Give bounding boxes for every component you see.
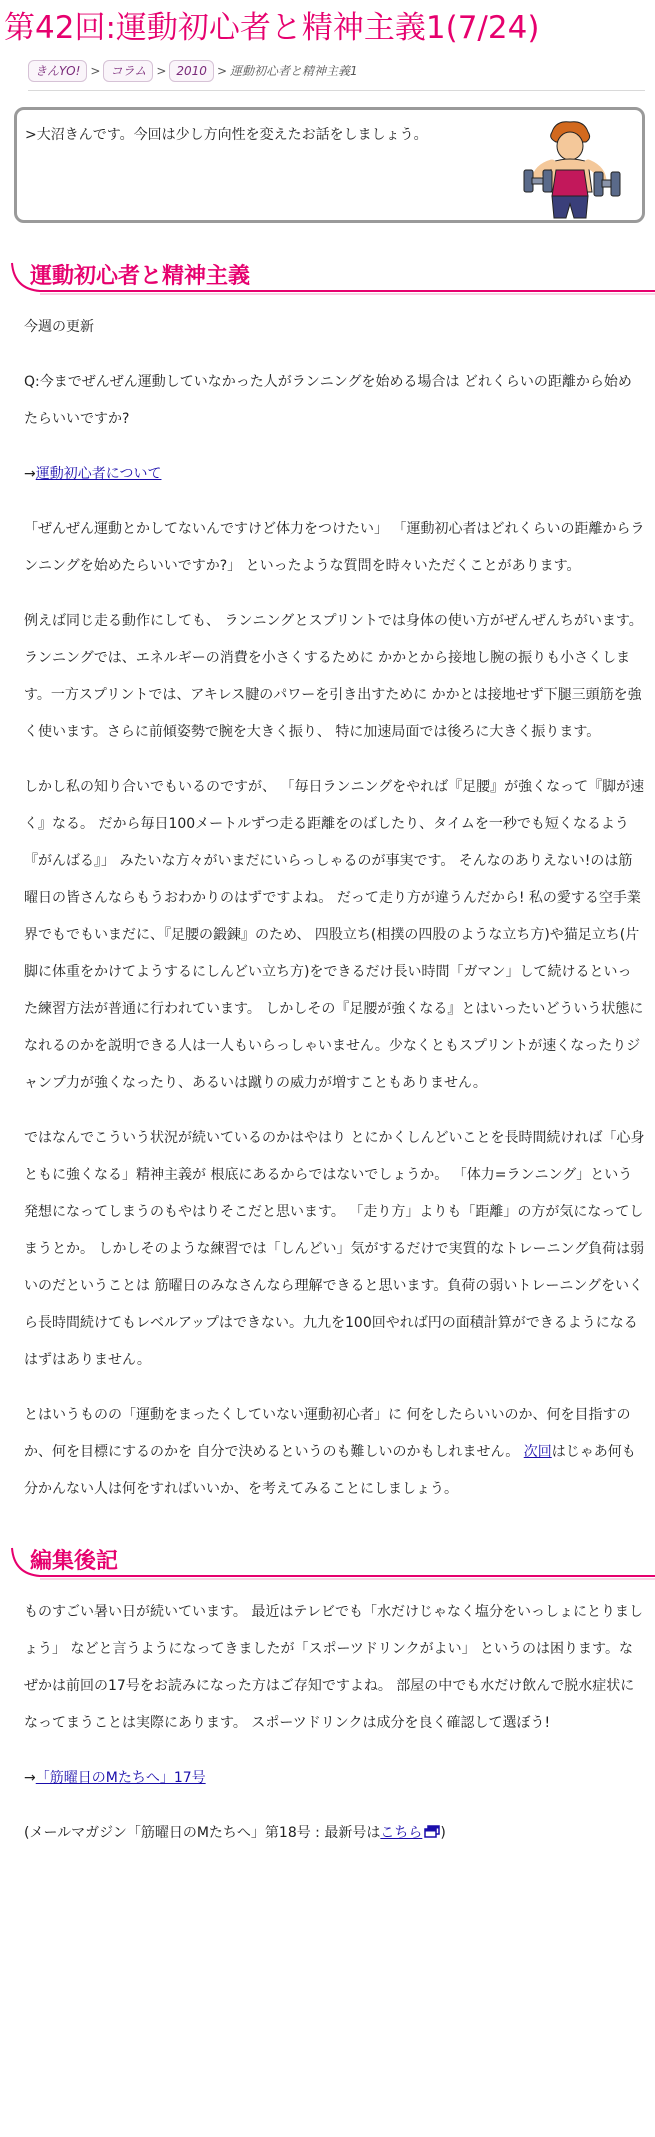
latest-issue-link[interactable] bbox=[380, 1825, 440, 1841]
breadcrumb-item-home[interactable]: きんYO! bbox=[28, 60, 87, 82]
intro-text: >大沼きんです。今回は少し方向性を変えたお話をしましょう。 bbox=[25, 127, 428, 143]
paragraph: 例えば同じ走る動作にしても、 ランニングとスプリントでは身体の使い方がぜんぜんちがいます。 ランニングでは、エネルギーの消費を小さくするために かかとから接地し腕の振りも小さくします。一方スプリントでは、アキレス腱のパワーを引き出すために かかとは接地せず下腿三頭筋を強く使います。さらに前傾姿勢で腕を大きく振り、 特に加速局面では後ろに大きく振ります。 bbox=[24, 613, 643, 740]
external-window-icon bbox=[424, 1825, 440, 1838]
page-title: 第42回:運動初心者と精神主義1(7/24) bbox=[4, 10, 540, 46]
related-link-line bbox=[24, 456, 645, 493]
afterword-heading bbox=[10, 1534, 655, 1580]
breadcrumb-separator: > bbox=[156, 64, 167, 78]
intro-box bbox=[14, 107, 645, 223]
dumbbell-fighter-mascot-icon bbox=[522, 118, 622, 220]
backnumber-link-line bbox=[24, 1760, 645, 1797]
paragraph-text: とはいうものの「運動をまったくしていない運動初心者」に 何をしたらいいのか、何を目指すのか、何を目標にするのかを 自分で決めるというのも難しいのかもしれません。 bbox=[24, 1407, 631, 1460]
breadcrumb-current: 運動初心者と精神主義1 bbox=[230, 64, 358, 78]
paragraph: ではなんでこういう状況が続いているのかはやはり とにかくしんどいことを長時間続ければ「心身ともに強くなる」精神主義が 根底にあるからではないでしょうか。 「体力=ランニング」という発想になってしまうのもやはりそこだと思います。 「走り方」よりも「距離」の方が気になってしまうとか。 しかしそのような練習では「しんどい」気がするだけで実質的なトレーニング負荷は弱いのだということは 筋曜日のみなさんなら理解できると思います。負荷の弱いトレーニングをいくら長時間続けてもレベルアップはできない。九九を100回やれば円の面積計算ができるようになるはずはありません。 bbox=[24, 1130, 645, 1368]
footer-text: (メールマガジン「筋曜日のMたちへ」第18号 : 最新号は bbox=[24, 1825, 381, 1841]
paragraph: ものすごい暑い日が続いています。 最近はテレビでも「水だけじゃなく塩分をいっしょにとりましょう」 などと言うようになってきましたが「スポーツドリンクがよい」 というのは困ります。なぜかは前回の17号をお読みになった方はご存知ですよね。 部屋の中でも水だけ飲んで脱水症状になってまうことは実際にあります。 スポーツドリンクは成分を良く確認して選ぼう! bbox=[24, 1604, 644, 1731]
breadcrumb-item-column[interactable]: コラム bbox=[103, 60, 153, 82]
paragraph: しかし私の知り合いでもいるのですが、 「毎日ランニングをやれば『足腰』が強くなって『脚が速く』なる。 だから毎日100メートルずつ走る距離をのばしたり、タイムを一秒でも短くなるよう『がんばる』」 みたいな方々がいまだにいらっしゃるのが事実です。 そんなのありえない!のは筋曜日の皆さんならもうおわかりのはずですよね。 だって走り方が違うんだから! 私の愛する空手業界でもでもいまだに、『足腰の鍛錬』のため、 四股立ち(相撲の四股のような立ち方)や猫足立ち(片脚に体重をかけてようするにしんどい立ち方)をできるだけ長い時間「ガマン」して続けるといった練習方法が普通に行われています。 しかしその『足腰が強くなる』とはいったいどういう状態になれるのかを説明できる人は一人もいらっしゃいません。少なくともスプリントが速くなったりジャンプ力が強くなったり、あるいは蹴りの威力が増すこともありません。 bbox=[24, 779, 645, 1091]
update-label: 今週の更新 bbox=[24, 319, 94, 335]
paragraph bbox=[24, 1397, 645, 1508]
newsletter-footer bbox=[24, 1815, 645, 1852]
issue-17-link[interactable]: 「筋曜日のMたちへ」17号 bbox=[35, 1770, 206, 1786]
latest-issue-link-text: こちら bbox=[380, 1825, 423, 1841]
afterword-heading-text: 編集後記 bbox=[30, 1549, 119, 1574]
paragraph: 「ぜんぜん運動とかしてないんですけど体力をつけたい」 「運動初心者はどれくらいの距離からランニングを始めたらいいですか?」 といったような質問を時々いただくことがあります。 bbox=[24, 521, 645, 574]
arrow-icon: → bbox=[24, 466, 36, 482]
question-text: Q:今までぜんぜん運動していなかった人がランニングを始める場合は どれくらいの距離から始めたらいいですか? bbox=[24, 374, 632, 427]
beginner-article-link[interactable]: 運動初心者について bbox=[35, 466, 162, 482]
article-heading-text: 運動初心者と精神主義 bbox=[30, 264, 251, 289]
breadcrumb-item-year[interactable]: 2010 bbox=[169, 60, 214, 82]
afterword-body bbox=[24, 1594, 645, 1852]
arrow-icon: → bbox=[24, 1770, 36, 1786]
breadcrumb-separator: > bbox=[216, 64, 228, 78]
next-article-link[interactable]: 次回 bbox=[523, 1444, 552, 1460]
article-heading bbox=[10, 249, 655, 295]
article-body bbox=[24, 309, 645, 1508]
breadcrumb-separator: > bbox=[90, 64, 101, 78]
paragraph-text: はじゃあ何も分かんない人は何をすればいいか、を考えてみることにしましょう。 bbox=[24, 1444, 636, 1497]
footer-text: ) bbox=[440, 1825, 446, 1841]
breadcrumb bbox=[28, 60, 645, 91]
